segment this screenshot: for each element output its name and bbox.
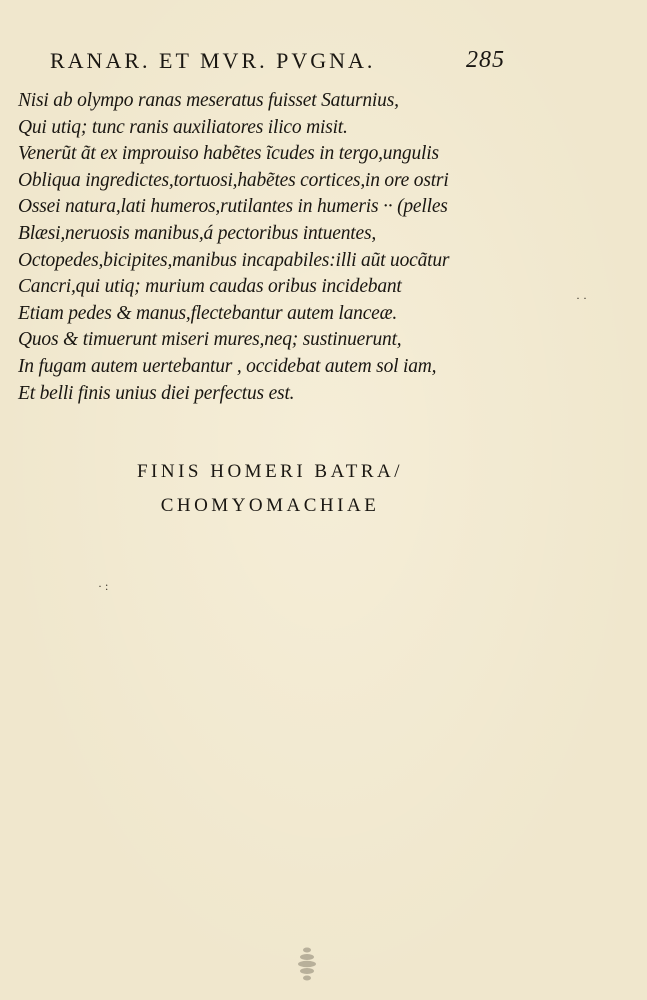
verse-line: Cancri,qui utiq; murium caudas oribus incidebant xyxy=(18,276,402,298)
colophon-line: CHOMYOMACHIAE xyxy=(160,495,380,516)
colophon-line: FINIS HOMERI BATRA/ xyxy=(136,461,404,482)
verse-line: Nisi ab olympo ranas meseratus fuisset Saturnius, xyxy=(18,90,399,111)
verse-line: Blæsi,neruosis manibus,á pectoribus intuentes, xyxy=(18,222,377,244)
page-number: 285 xyxy=(466,47,505,73)
verse-line: Quos & timuerunt miseri mures,neq; sustinuerunt, xyxy=(18,329,402,351)
verse-line: Obliqua ingredictes,tortuosi,habẽtes cortices,in ore ostri xyxy=(18,169,449,191)
margin-mark: · · xyxy=(576,291,587,305)
running-head-title: RANAR. ET MVR. PVGNA. xyxy=(50,48,376,73)
verse-line: Qui utiq; tunc ranis auxiliatores ilico misit. xyxy=(18,116,348,138)
lower-mark: · : xyxy=(98,579,109,593)
verse-line: Octopedes,bicipites,manibus incapabiles:illi aũt uocãtur xyxy=(18,249,450,271)
verse-line: In fugam autem uertebantur , occidebat autem sol iam, xyxy=(18,355,437,377)
colophon xyxy=(0,455,540,523)
verse-line: Etiam pedes & manus,flectebantur autem lanceæ. xyxy=(18,302,398,324)
bleed-through-ornament-icon xyxy=(294,946,320,982)
verse-line: Venerũt ãt ex improuiso habẽtes ĩcudes in tergo,ungulis xyxy=(18,143,439,165)
verse-line: Et belli finis unius diei perfectus est. xyxy=(18,382,295,404)
verse-block xyxy=(18,88,518,407)
verse-line: Ossei natura,lati humeros,rutilantes in humeris ·· (pelles xyxy=(18,196,448,218)
